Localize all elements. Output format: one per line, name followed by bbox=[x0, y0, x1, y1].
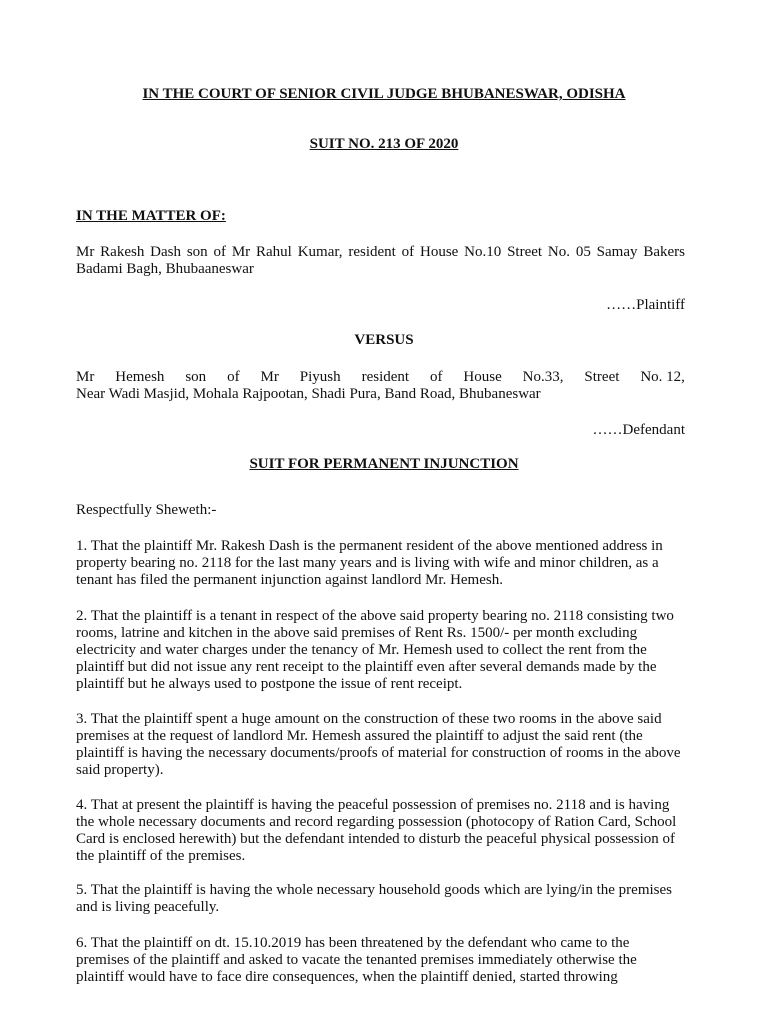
defendant-word: No. 12, bbox=[640, 369, 685, 385]
paragraph-2: 2. That the plaintiff is a tenant in respect of the above said property bearing no. 2118 consisting two rooms, latrine and kitchen in the above said premises of Rent Rs. 1500/- per month excluding electricity and water charges under the tenancy of Mr. Hemesh used to collect the rent from the plaintiff but did not issue any rent receipt to the plaintiff even after several demands made by the plaintiff but he always used to postpone the issue of rent receipt. bbox=[76, 608, 674, 692]
defendant-role: ……Defendant bbox=[592, 422, 685, 438]
defendant-details-line-2: Near Wadi Masjid, Mohala Rajpootan, Shadi Pura, Band Road, Bhubaneswar bbox=[76, 386, 541, 402]
suit-heading: SUIT FOR PERMANENT INJUNCTION bbox=[249, 456, 519, 472]
plaintiff-role: ……Plaintiff bbox=[606, 297, 685, 313]
plaintiff-details: Mr Rakesh Dash son of Mr Rahul Kumar, resident of House No.10 Street No. 05 Samay Bakers Badami Bagh, Bhubaaneswar bbox=[76, 244, 685, 277]
defendant-details bbox=[76, 369, 685, 403]
defendant-word: No.33, bbox=[522, 369, 564, 385]
defendant-word: Hemesh bbox=[115, 369, 165, 385]
paragraph-5: 5. That the plaintiff is having the whole necessary household goods which are lying/in the premises and is living peacefully. bbox=[76, 882, 672, 915]
defendant-word: House bbox=[463, 369, 502, 385]
versus-heading: VERSUS bbox=[354, 332, 414, 348]
defendant-word: of bbox=[429, 369, 443, 385]
court-title: IN THE COURT OF SENIOR CIVIL JUDGE BHUBANESWAR, ODISHA bbox=[142, 86, 626, 102]
salutation: Respectfully Sheweth:- bbox=[76, 502, 217, 518]
matter-heading: IN THE MATTER OF: bbox=[76, 208, 226, 224]
defendant-word: Mr bbox=[76, 369, 95, 385]
defendant-word: of bbox=[227, 369, 240, 385]
defendant-details-line-1 bbox=[76, 369, 685, 386]
paragraph-6: 6. That the plaintiff on dt. 15.10.2019 has been threatened by the defendant who came to the premises of the plaintiff and asked to vacate the tenanted premises immediately otherwise the plaintiff would have to face dire consequences, when the plaintiff denied, started throwing bbox=[76, 935, 637, 985]
defendant-word: resident bbox=[361, 369, 410, 385]
defendant-word: Street bbox=[584, 369, 620, 385]
suit-number: SUIT NO. 213 OF 2020 bbox=[309, 136, 459, 152]
defendant-word: Mr bbox=[260, 369, 279, 385]
paragraph-3: 3. That the plaintiff spent a huge amount on the construction of these two rooms in the above said premises at the request of landlord Mr. Hemesh assured the plaintiff to adjust the said rent (the plaintiff is having the necessary documents/proofs of material for construction of rooms in the above said property). bbox=[76, 711, 681, 778]
defendant-word: son bbox=[185, 369, 207, 385]
defendant-word: Piyush bbox=[299, 369, 341, 385]
paragraph-1: 1. That the plaintiff Mr. Rakesh Dash is the permanent resident of the above mentioned address in property bearing no. 2118 for the last many years and is living with wife and minor children, as a tenant has filed the permanent injunction against landlord Mr. Hemesh. bbox=[76, 538, 663, 588]
paragraph-4: 4. That at present the plaintiff is having the peaceful possession of premises no. 2118 and is having the whole necessary documents and record regarding possession (photocopy of Ration Card, School Card is enclosed herewith) but the defendant intended to disturb the peaceful physical possession of the plaintiff of the premises. bbox=[76, 797, 677, 864]
